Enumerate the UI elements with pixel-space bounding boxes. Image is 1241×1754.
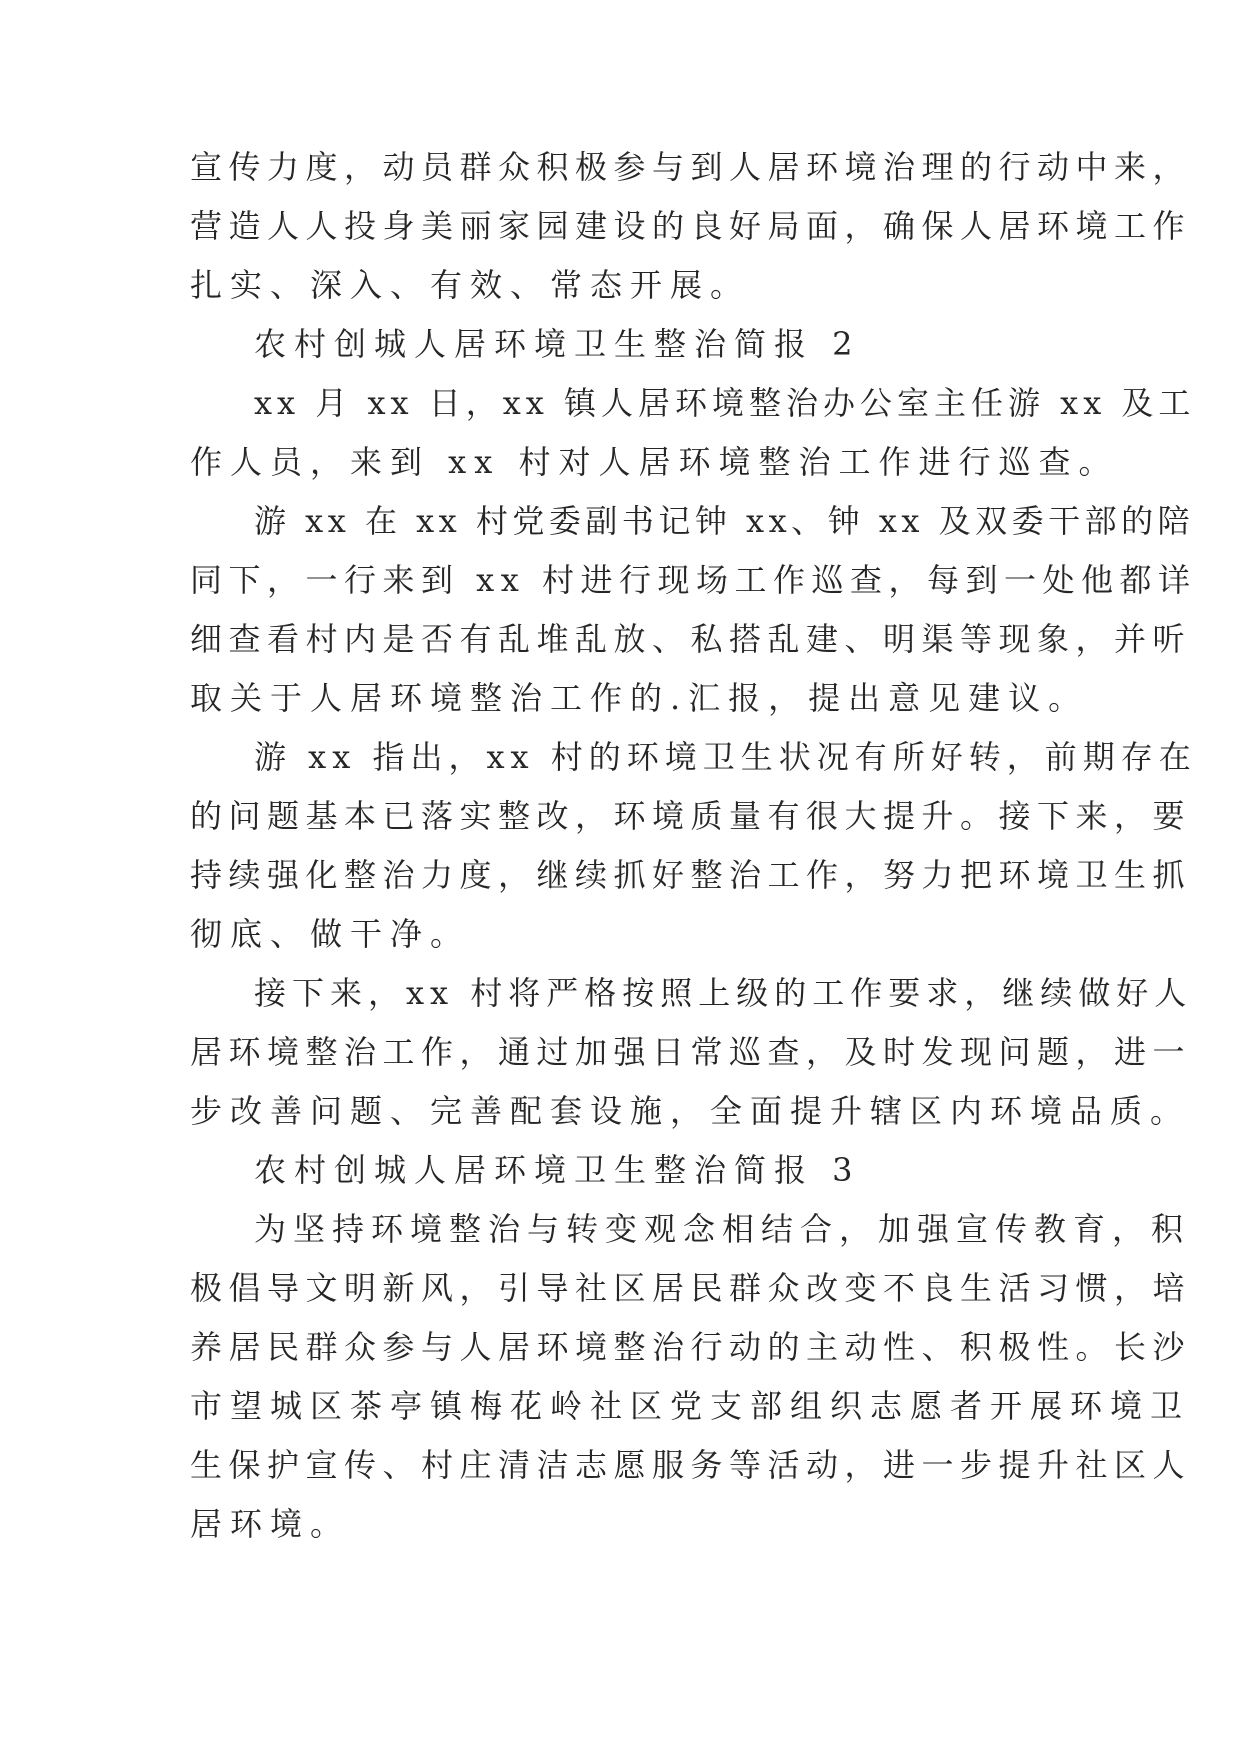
section-heading: 农村创城人居环境卫生整治简报 2: [254, 325, 861, 363]
text-line: 生保护宣传、村庄清洁志愿服务等活动，进一步提升社区人: [190, 1446, 1192, 1484]
text-line: 持续强化整治力度，继续抓好整治工作，努力把环境卫生抓: [190, 856, 1192, 894]
text-line: 营造人人投身美丽家园建设的良好局面，确保人居环境工作: [190, 207, 1192, 245]
text-line: 步改善问题、完善配套设施，全面提升辖区内环境品质。: [190, 1092, 1191, 1130]
text-line: xx 月 xx 日，xx 镇人居环境整治办公室主任游 xx 及工: [254, 384, 1196, 422]
text-line: 市望城区茶亭镇梅花岭社区党支部组织志愿者开展环境卫: [190, 1387, 1191, 1425]
text-line: 为坚持环境整治与转变观念相结合，加强宣传教育，积: [254, 1210, 1191, 1248]
text-line: 扎实、深入、有效、常态开展。: [190, 266, 751, 304]
text-line: 细查看村内是否有乱堆乱放、私搭乱建、明渠等现象，并听: [190, 620, 1192, 658]
text-line: 游 xx 在 xx 村党委副书记钟 xx、钟 xx 及双委干部的陪: [254, 502, 1195, 540]
text-line: 接下来，xx 村将严格按照上级的工作要求，继续做好人: [254, 974, 1193, 1012]
text-line: 同下，一行来到 xx 村进行现场工作巡查，每到一处他都详: [190, 561, 1197, 599]
text-line: 养居民群众参与人居环境整治行动的主动性、积极性。长沙: [190, 1328, 1192, 1366]
text-line: 取关于人居环境整治工作的.汇报，提出意见建议。: [190, 679, 1089, 717]
text-line: 极倡导文明新风，引导社区居民群众改变不良生活习惯，培: [190, 1269, 1192, 1307]
text-line: 宣传力度，动员群众积极参与到人居环境治理的行动中来，: [190, 148, 1192, 186]
text-line: 的问题基本已落实整改，环境质量有很大提升。接下来，要: [190, 797, 1192, 835]
text-line: 居环境。: [190, 1505, 351, 1543]
text-line: 居环境整治工作，通过加强日常巡查，及时发现问题，进一: [190, 1033, 1192, 1071]
text-line: 作人员，来到 xx 村对人居环境整治工作进行巡查。: [190, 443, 1119, 481]
text-line: 游 xx 指出，xx 村的环境卫生状况有所好转，前期存在: [254, 738, 1197, 776]
text-line: 彻底、做干净。: [190, 915, 471, 953]
section-heading: 农村创城人居环境卫生整治简报 3: [254, 1151, 861, 1189]
